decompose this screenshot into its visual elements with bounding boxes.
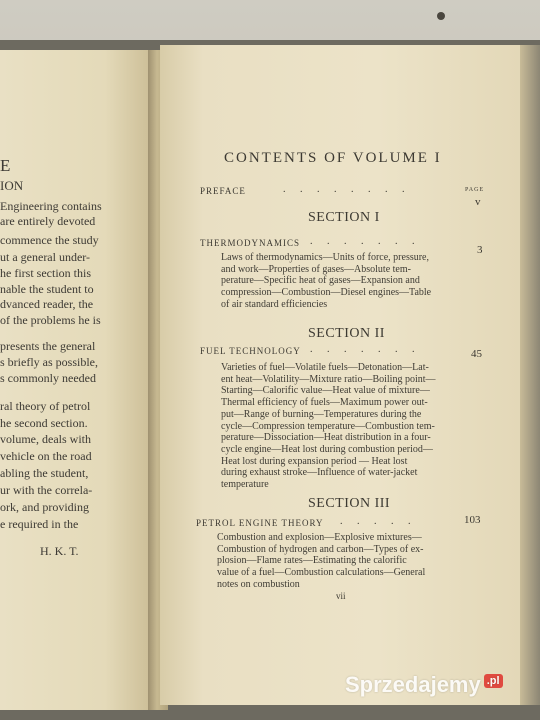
section-heading: SECTION II (308, 326, 385, 341)
chapter-topics-line: Combustion and explosion—Explosive mixtures— (217, 532, 422, 543)
leader-dots: . . . . . . . (310, 236, 421, 247)
chapter-topics-line: ent heat—Volatility—Mixture ratio—Boiling point— (221, 373, 436, 385)
left-page-line: ION (0, 178, 24, 193)
chapter-title: FUEL TECHNOLOGY (200, 346, 301, 356)
left-page-line: H. K. T. (40, 544, 79, 558)
left-page-line: he first section this (0, 266, 91, 280)
page-column-header: PAGE (465, 187, 485, 193)
watermark-tld: .pl (484, 674, 503, 688)
left-page-line: E (0, 156, 11, 175)
wall-hole (437, 12, 445, 20)
chapter-topics-line: cycle engine—Heat lost during combustion period— (221, 443, 433, 455)
left-page-line: vehicle on the road (0, 449, 92, 463)
left-page-line: dvanced reader, the (0, 297, 94, 311)
chapter-topics-line: notes on combustion (217, 578, 300, 590)
left-page-line: are entirely devoted (0, 214, 96, 228)
chapter-topics-line: plosion—Flame rates—Estimating the calorific (217, 555, 407, 567)
chapter-topics-line: during exhaust stroke—Influence of water-jacket (221, 467, 418, 479)
chapter-page-number: 103 (464, 514, 481, 526)
left-page-line: ur with the correla- (0, 483, 93, 497)
page-folio: vii (336, 591, 346, 601)
left-page (0, 50, 150, 710)
left-page-line: s briefly as possible, (0, 355, 98, 369)
left-page-line: abling the student, (0, 466, 89, 480)
left-page-line: presents the general (0, 339, 96, 353)
chapter-topics-line: Laws of thermodynamics—Units of force, pressure, (221, 252, 429, 263)
left-page-line: e required in the (0, 517, 79, 531)
chapter-topics-line: Varieties of fuel—Volatile fuels—Detonation—Lat- (221, 362, 429, 373)
section-heading: SECTION I (308, 210, 380, 225)
chapter-topics-line: cycle—Compression temperature—Combustion tem- (221, 420, 435, 432)
chapter-topics-line: Starting—Calorific value—Heat value of mixture— (221, 385, 430, 397)
left-page-line: nable the student to (0, 282, 94, 296)
chapter-title: PETROL ENGINE THEORY (196, 518, 324, 528)
left-page-line: Engineering contains (0, 199, 102, 213)
contents-title: CONTENTS OF VOLUME I (224, 150, 442, 166)
chapter-topics-line: value of a fuel—Combustion calculations—General (217, 567, 426, 579)
chapter-page-number: 3 (477, 244, 483, 256)
chapter-topics-line: Heat lost during expansion period — Heat lost (221, 455, 408, 467)
chapter-page-number: 45 (471, 348, 482, 360)
chapter-topics-line: perature—Dissociation—Heat distribution in a four- (221, 432, 431, 444)
chapter-topics-line: put—Range of burning—Temperatures during the (221, 408, 422, 420)
preface-page: v (475, 196, 481, 208)
left-page-line: ral theory of petrol (0, 399, 91, 413)
chapter-topics-line: and work—Properties of gases—Absolute tem- (221, 263, 411, 275)
section-heading: SECTION III (308, 496, 391, 511)
left-page-line: he second section. (0, 416, 88, 430)
chapter-topics-line: Thermal efficiency of fuels—Maximum power out- (221, 397, 428, 409)
chapter-topics-line: compression—Combustion—Diesel engines—Table (221, 287, 432, 299)
left-page-line: commence the study (0, 233, 99, 247)
left-page-line: s commonly needed (0, 371, 96, 385)
left-page-line: ork, and providing (0, 500, 89, 514)
left-page-line: ut a general under- (0, 250, 91, 264)
page-edge (520, 45, 540, 705)
preface-leader-dots: . . . . . . . . (283, 184, 411, 195)
leader-dots: . . . . . . . (310, 344, 421, 355)
preface-label: PREFACE (200, 186, 246, 196)
watermark-name: Sprzedajemy (345, 672, 481, 697)
chapter-topics-line: of air standard efficiencies (221, 298, 328, 310)
chapter-topics-line: temperature (221, 479, 269, 490)
chapter-title: THERMODYNAMICS (200, 238, 301, 248)
left-page-line: of the problems he is (0, 313, 101, 327)
chapter-topics-line: Combustion of hydrogen and carbon—Types of ex- (217, 543, 424, 555)
chapter-topics-line: perature—Specific heat of gases—Expansion and (221, 275, 420, 287)
leader-dots: . . . . . (340, 516, 417, 527)
watermark-logo (345, 672, 503, 698)
left-page-line: volume, deals with (0, 432, 91, 446)
